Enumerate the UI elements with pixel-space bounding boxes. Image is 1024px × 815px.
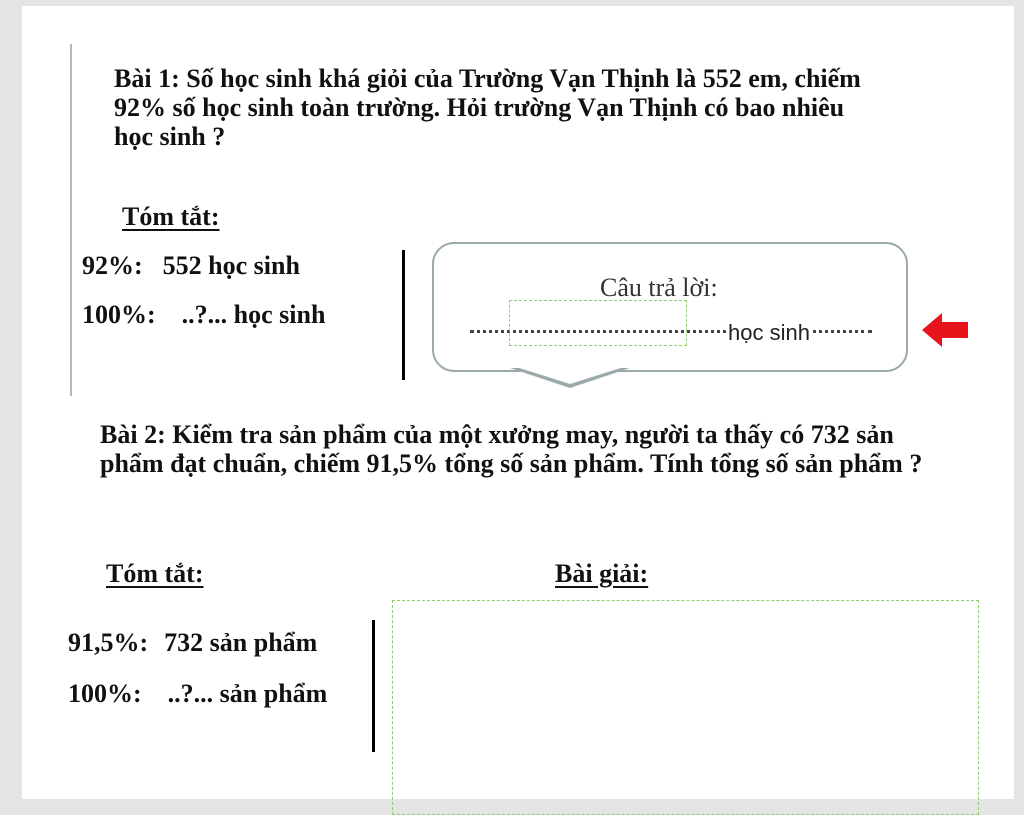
solution-input-box[interactable] xyxy=(392,600,979,815)
answer-input[interactable] xyxy=(509,300,687,346)
problem-2-summary-heading: Tóm tắt: xyxy=(106,559,204,588)
summary-quantity: 552 học sinh xyxy=(162,251,300,280)
summary-percent: 91,5%: xyxy=(68,628,149,657)
summary-quantity: ..?... sản phẩm xyxy=(167,679,328,708)
summary-percent: 100%: xyxy=(82,300,156,329)
arrow-left-icon xyxy=(922,312,968,348)
problem-2-summary-line-1 xyxy=(68,628,317,658)
summary-quantity: ..?... học sinh xyxy=(181,300,326,329)
problem-2-solution-heading: Bài giải: xyxy=(555,559,649,588)
problem-1-text: Bài 1: Số học sinh khá giỏi của Trường Vạn Thịnh là 552 em, chiếm 92% số học sinh toàn trường. Hỏi trường Vạn Thịnh có bao nhiêu học sinh ? xyxy=(114,64,861,151)
answer-unit: học sinh xyxy=(728,320,810,345)
summary-percent: 100%: xyxy=(68,679,142,708)
summary-divider xyxy=(402,250,405,380)
problem-1-summary-line-2 xyxy=(82,300,325,330)
problem-1-summary-line-1 xyxy=(82,251,300,281)
summary-percent: 92%: xyxy=(82,251,143,280)
left-margin-line xyxy=(70,44,72,396)
summary-divider xyxy=(372,620,375,752)
summary-quantity: 732 sản phẩm xyxy=(164,628,318,657)
answer-label: Câu trả lời: xyxy=(600,273,718,302)
problem-2-text: Bài 2: Kiểm tra sản phẩm của một xưởng may, người ta thấy có 732 sản phẩm đạt chuẩn, chiếm 91,5% tổng số sản phẩm. Tính tổng số sản phẩm ? xyxy=(100,420,923,478)
problem-2-summary-line-2 xyxy=(68,679,327,709)
problem-1-summary-heading: Tóm tắt: xyxy=(122,202,220,231)
bubble-tail-inner xyxy=(513,366,627,384)
